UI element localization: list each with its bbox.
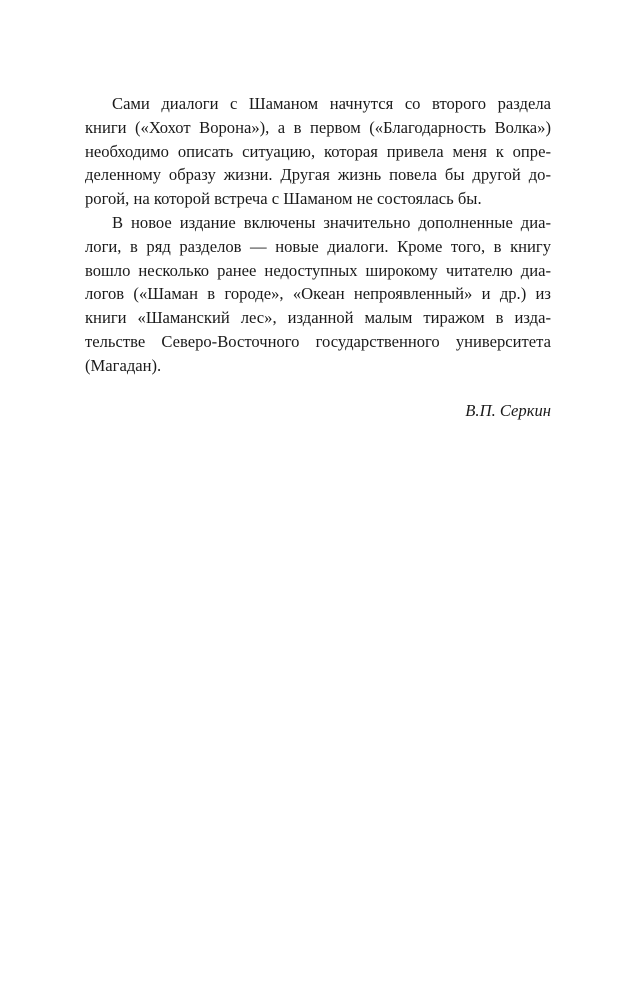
paragraph-line: книги «Шаманский лес», изданной малым тиражом в изда- (85, 308, 551, 328)
paragraph-line: логов («Шаман в городе», «Океан непроявленный» и др.) из (85, 284, 551, 304)
paragraph-line: необходимо описать ситуацию, которая привела меня к опре- (85, 141, 551, 161)
body-text (85, 92, 551, 378)
paragraph-2 (85, 211, 551, 378)
paragraph-line: В новое издание включены значительно дополненные диа- (112, 212, 551, 232)
paragraph-line: книги («Хохот Ворона»), а в первом («Благодарность Волка») (85, 117, 551, 137)
paragraph-line: (Магадан). (85, 355, 162, 375)
paragraph-line: рогой, на которой встреча с Шаманом не состоялась бы. (85, 189, 482, 209)
paragraph-line: Сами диалоги с Шаманом начнутся со второго раздела (112, 94, 551, 113)
paragraph-line: тельстве Северо-Восточного государственного университета (85, 331, 551, 351)
paragraph-line: логи, в ряд разделов — новые диалоги. Кроме того, в книгу (85, 236, 551, 256)
paragraph-line: вошло несколько ранее недоступных широкому читателю диа- (85, 260, 551, 280)
paragraph-1 (85, 92, 551, 211)
author-signature: В.П. Серкин (465, 401, 551, 420)
paragraph-line: деленному образу жизни. Другая жизнь повела бы другой до- (85, 165, 551, 185)
